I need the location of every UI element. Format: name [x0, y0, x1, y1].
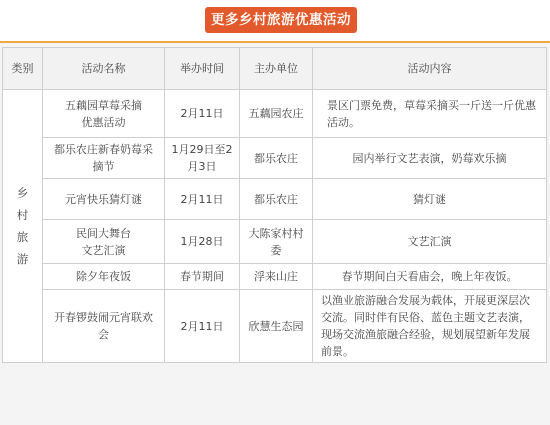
activity-organizer: 都乐农庄 [240, 138, 313, 179]
category-cell [3, 90, 43, 363]
table-row [3, 290, 547, 363]
activity-time: 2月11日 [165, 179, 240, 220]
activity-content: 春节期间白天看庙会，晚上年夜饭。 [313, 264, 547, 290]
header-time: 举办时间 [165, 48, 240, 90]
activity-time: 2月11日 [165, 290, 240, 363]
activity-name: 除夕年夜饭 [43, 264, 165, 290]
activity-name: 元宵快乐猜灯谜 [43, 179, 165, 220]
header-organizer: 主办单位 [240, 48, 313, 90]
activity-content: 以渔业旅游融合发展为载体，开展更深层次交流。同时伴有民俗、蓝色主题文艺表演，现场交流渔旅融合经验，规划展望新年发展前景。 [313, 290, 547, 363]
activity-table [2, 47, 547, 363]
activity-time: 春节期间 [165, 264, 240, 290]
activity-content: 猜灯谜 [313, 179, 547, 220]
activity-time: 2月11日 [165, 90, 240, 138]
activity-organizer: 都乐农庄 [240, 179, 313, 220]
activity-time: 1月29日至2月3日 [165, 138, 240, 179]
table-header-row [3, 48, 547, 90]
activity-organizer: 浮来山庄 [240, 264, 313, 290]
activity-organizer: 五藕园农庄 [240, 90, 313, 138]
title-bar [0, 0, 550, 42]
table-row [3, 220, 547, 264]
header-name: 活动名称 [43, 48, 165, 90]
header-category: 类别 [3, 48, 43, 90]
table-row [3, 90, 547, 138]
activity-organizer: 大陈家村村委 [240, 220, 313, 264]
activity-organizer: 欣慧生态园 [240, 290, 313, 363]
category-label: 乡村旅游 [16, 186, 29, 266]
header-content: 活动内容 [313, 48, 547, 90]
activity-content: 景区门票免费，草莓采摘买一斤送一斤优惠活动。 [313, 90, 547, 138]
activity-name: 都乐农庄新春奶莓采摘节 [43, 138, 165, 179]
activity-content: 文艺汇演 [313, 220, 547, 264]
activity-name: 开春锣鼓闹元宵联欢会 [43, 290, 165, 363]
activity-name: 五藕园草莓采摘优惠活动 [43, 90, 165, 138]
activity-content: 园内举行文艺表演，奶莓欢乐摘 [313, 138, 547, 179]
table-row [3, 179, 547, 220]
table-row [3, 264, 547, 290]
table-row [3, 138, 547, 179]
activity-name: 民间大舞台文艺汇演 [43, 220, 165, 264]
activity-time: 1月28日 [165, 220, 240, 264]
page-title: 更多乡村旅游优惠活动 [205, 7, 357, 33]
